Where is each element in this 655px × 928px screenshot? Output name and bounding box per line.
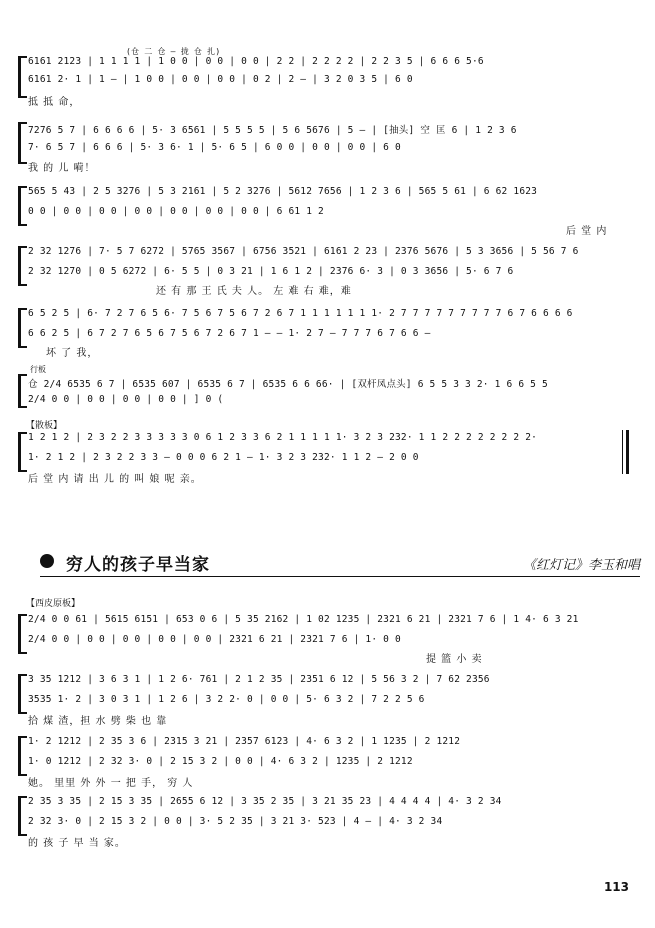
system-bracket [18,308,27,348]
score-system-2 [26,118,632,174]
lower-voice: 2/4 0 0 | 0 0 | 0 0 | 0 0 | 0 0 | 2321 6 21 | 2321 7 6 | 1· 0 0 [28,634,401,645]
tempo-marking: 【西皮原板】 [26,599,81,609]
score-system-5 [26,306,632,362]
score-system-3 [26,184,632,240]
score-system-10 [26,734,632,790]
tempo-marking: 【散板】 [26,421,63,431]
upper-voice: 3 35 1212 | 3 6 3 1 | 1 2 6· 761 | 2 1 2 35 | 2351 6 12 | 5 56 3 2 | 7 62 2356 [28,674,490,685]
system-bracket [18,736,27,776]
lower-voice: 1· 0 1212 | 2 32 3· 0 | 2 15 3 2 | 0 0 | 4· 6 3 2 | 1235 | 2 1212 [28,756,413,767]
upper-voice: 仓 2/4 6535 6 7 | 6535 607 | 6535 6 7 | 6535 6 6 66· | [双杆凤点头] 6 5 5 3 3 2· 1 6 6 5 5 [28,379,548,390]
system-bracket [18,246,27,286]
percussion-row: (仓 二 仓 — 拢 仓 扎) [126,47,221,56]
system-bracket [18,674,27,714]
upper-voice: 2/4 0 0 61 | 5615 6151 | 653 0 6 | 5 35 2162 | 1 02 1235 | 2321 6 21 | 2321 7 6 | 1 4· 6 3 21 [28,614,579,625]
lyric-line: 她。 里里 外 外 一 把 手， 穷 人 [28,778,194,789]
upper-voice: 565 5 43 | 2 5 3276 | 5 3 2161 | 5 2 3276 | 5612 7656 | 1 2 3 6 | 565 5 61 | 6 62 1623 [28,186,538,197]
system-bracket [18,122,27,164]
upper-voice: 1· 2 1212 | 2 35 3 6 | 2315 3 21 | 2357 6123 | 4· 6 3 2 | 1 1235 | 2 1212 [28,736,461,747]
upper-voice: 7276 5 7 | 6 6 6 6 | 5· 3 6561 | 5 5 5 5 | 5 6 5676 | 5 — | [抽头] 空 匡 6 | 1 2 3 6 [28,125,517,136]
upper-voice: 2 32 1276 | 7· 5 7 6272 | 5765 3567 | 6756 3521 | 6161 2 23 | 2376 5676 | 5 3 3656 | 5 56 7 6 [28,246,579,257]
system-bracket [18,432,27,472]
upper-voice: 2 35 3 35 | 2 15 3 35 | 2655 6 12 | 3 35 2 35 | 3 21 35 23 | 4 4 4 4 | 4· 3 2 34 [28,796,502,807]
lyric-line: 坏 了 我， [46,348,99,359]
score-system-7 [26,418,632,488]
system-bracket [18,56,27,98]
lyric-line: 抵 抵 命， [28,97,81,108]
lyric-line: 提 篮 小 卖 [426,654,483,665]
lower-voice: 1· 2 1 2 | 2 3 2 2 3 3 — 0 0 0 6 2 1 — 1· 3 2 3 232· 1 1 2 — 2 0 0 [28,452,419,463]
page-number: 113 [603,880,629,894]
lyric-line: 还 有 那 王 氏 夫 人。 左 难 右 难，难 [156,286,352,297]
upper-voice: 6 5 2 5 | 6· 7 2 7 6 5 6· 7 5 6 7 5 6 7 2 6 7 1 1 1 1 1 1 1· 2 7 7 7 7 7 7 7 7 7 6 7 6 6 6 6 [28,308,573,319]
final-barline-thick [626,430,629,474]
system-bracket [18,186,27,226]
score-system-4 [26,244,632,300]
lower-voice: 6161 2· 1 | 1 — | 1 0 0 | 0 0 | 0 0 | 0 2 | 2 — | 3 2 0 3 5 | 6 0 [28,74,413,85]
system-bracket [18,796,27,836]
lower-voice: 2/4 0 0 | 0 0 | 0 0 | 0 0 | ] 0 ( [28,394,224,405]
lyric-line: 拾 煤 渣，担 水 劈 柴 也 靠 [28,716,168,727]
song-attribution: 《红灯记》李玉和唱 [522,558,640,573]
score-system-9 [26,672,632,728]
score-system-1 [26,46,632,106]
lower-voice: 7· 6 5 7 | 6 6 6 | 5· 3 6· 1 | 5· 6 5 | 6 0 0 | 0 0 | 0 0 | 6 0 [28,142,401,153]
lower-voice: 2 32 3· 0 | 2 15 3 2 | 0 0 | 3· 5 2 35 | 3 21 3· 523 | 4 — | 4· 3 2 34 [28,816,443,827]
lyric-line: 后 堂 内 请 出 儿 的 叫 娘 呢 亲。 [28,474,202,485]
lower-voice: 6 6 2 5 | 6 7 2 7 6 5 6 7 5 6 7 2 6 7 1 — — 1· 2 7 — 7 7 7 6 7 6 6 — [28,328,431,339]
title-underline [40,576,640,577]
system-bracket [18,374,27,408]
score-system-11 [26,794,632,850]
lower-voice: 2 32 1270 | 0 5 6272 | 6· 5 5 | 0 3 21 | 1 6 1 2 | 2376 6· 3 | 0 3 3656 | 5· 6 7 6 [28,266,514,277]
tempo-marking: 行板 [30,365,46,374]
lyric-line: 的 孩 子 早 当 家。 [28,838,126,849]
song-title: 穷人的孩子早当家 [66,555,210,575]
score-system-8 [26,612,632,668]
system-bracket [18,614,27,654]
bullet-icon [40,554,54,568]
lyric-line: 我 的 儿 嗬！ [28,163,96,174]
lyric-line: 后 堂 内 [566,226,608,237]
song-title-bar [40,550,640,574]
score-system-6 [26,364,632,412]
final-barline-thin [622,430,623,474]
upper-voice: 1 2 1 2 | 2 3 2 2 3 3 3 3 3 0 6 1 2 3 3 6 2 1 1 1 1 1· 3 2 3 232· 1 1 2 2 2 2 2 2 2 2· [28,432,538,443]
lower-voice: 3535 1· 2 | 3 0 3 1 | 1 2 6 | 3 2 2· 0 | 0 0 | 5· 6 3 2 | 7 2 2 5 6 [28,694,425,705]
lower-voice: 0 0 | 0 0 | 0 0 | 0 0 | 0 0 | 0 0 | 0 0 | 6 61 1 2 [28,206,324,217]
upper-voice: 6161 2123 | 1 1 1 1 | 1 0 0 | 0 0 | 0 0 | 2 2 | 2 2 2 2 | 2 2 3 5 | 6 6 6 5·6 [28,56,484,67]
